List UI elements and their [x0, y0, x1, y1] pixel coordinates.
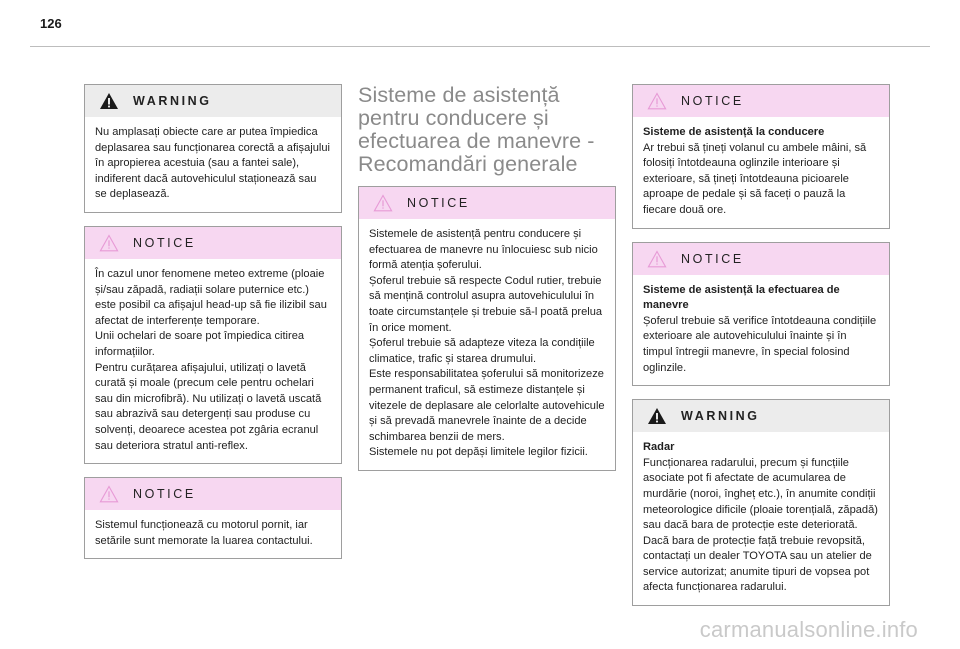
box-paragraph: Nu amplasați obiecte care ar putea împiedica deplasarea sau funcționarea corectă a afișajului în apropierea acestuia (sau a fantei sale), indiferent dacă autovehiculul staționează sau se deplasează.: [95, 126, 330, 201]
warning-box-radar: [632, 399, 890, 606]
box-paragraph: Pentru curățarea afișajului, utilizați o lavetă curată și moale (precum cele pentru ochelari sau din microfibră). Nu utilizați o lavetă uscată sau abrazivă sau detergenți sau produse cu solvenți, deoarece acestea pot zgâria ecranul sau deteriora stratul anti-reflex.: [95, 361, 322, 452]
notice-triangle-icon: [99, 234, 119, 252]
box-paragraph: Ar trebui să țineți volanul cu ambele mâini, să folosiți întotdeauna oglinzile interioare și exterioare, să țineți întotdeauna picioarele aproape de pedale și să faceți o pauză la fiecare două ore.: [643, 141, 867, 216]
box-title: NOTICE: [681, 94, 744, 108]
box-paragraph: Sistemele nu pot depăși limitele legilor fizicii.: [369, 446, 588, 459]
box-paragraph: Este responsabilitatea șoferului să monitorizeze permanent traficul, să estimeze distanțele și vitezele de deplasare ale celorlalte autovehicule și să prevadă manevrele înainte de a decide schimbarea benzii de mers.: [369, 368, 605, 443]
notice-triangle-icon: [647, 92, 667, 110]
box-header: [85, 227, 341, 259]
box-subtitle: Sisteme de asistență la conducere: [643, 126, 825, 138]
box-header: [633, 85, 889, 117]
section-title: Sisteme de asistență pentru conducere și efectuarea de manevre - Recomandări generale: [358, 83, 595, 176]
notice-triangle-icon: [647, 250, 667, 268]
page-number: 126: [40, 16, 62, 31]
box-title: NOTICE: [407, 196, 470, 210]
box-paragraph: Funcționarea radarului, precum și funcțiile asociate pot fi afectate de acumularea de murdărie (noroi, îngheț etc.), în anumite condiții meteorologice dificile (ploaie torențială, zăpadă) sau dacă bara de protecție este deteriorată.: [643, 456, 878, 532]
box-paragraph: Sistemul funcționează cu motorul pornit, iar setările sunt memorate la luarea contactului.: [95, 519, 313, 547]
box-header: [359, 187, 615, 219]
notice-triangle-icon: [99, 485, 119, 503]
column-left: [84, 84, 342, 572]
column-middle: [358, 84, 616, 484]
box-paragraph: Unii ochelari de soare pot împiedica citirea informațiilor.: [95, 330, 305, 358]
box-body: [359, 219, 615, 470]
notice-box-assist-general: [358, 186, 616, 471]
box-header: [85, 478, 341, 510]
box-paragraph: Sistemele de asistență pentru conducere și efectuarea de manevre nu înlocuiesc sub nicio formă atenția șoferului.: [369, 228, 598, 272]
box-paragraph: Șoferul trebuie să adapteze viteza la condițiile climatice, trafic și starea drumului.: [369, 337, 595, 365]
box-header: [633, 400, 889, 432]
box-paragraph: În cazul unor fenomene meteo extreme (ploaie și/sau zăpadă, radiații solare puternice etc.) este posibil ca afișajul head-up să fie ilizibil sau afectat de interferențe temporare.: [95, 267, 327, 327]
box-subtitle: Radar: [643, 441, 675, 454]
box-title: WARNING: [681, 409, 760, 424]
box-body: [85, 259, 341, 463]
notice-box-driving-assist: [632, 84, 890, 229]
box-body: [85, 117, 341, 212]
box-body: [633, 117, 889, 228]
notice-box-manoeuvre-assist: [632, 242, 890, 387]
box-header: [85, 85, 341, 117]
header-divider: [30, 46, 930, 47]
notice-box-engine: [84, 477, 342, 559]
box-subtitle: Sisteme de asistență la efectuarea de manevre: [643, 283, 840, 312]
warning-triangle-icon: [99, 92, 119, 110]
box-title: NOTICE: [133, 487, 196, 502]
notice-box-weather: [84, 226, 342, 464]
box-paragraph: Șoferul trebuie să respecte Codul rutier, trebuie să mențină controlul asupra autovehiculului în toate circumstanțele și trebuie să-l poată prelua în orice moment.: [369, 274, 603, 334]
warning-triangle-icon: [647, 407, 667, 425]
box-title: NOTICE: [681, 251, 744, 266]
notice-triangle-icon: [373, 194, 393, 212]
box-header: [633, 243, 889, 275]
warning-box-display: [84, 84, 342, 213]
box-title: NOTICE: [133, 235, 196, 250]
box-paragraph: Șoferul trebuie să verifice întotdeauna condițiile exterioare ale autovehiculului înainte și în timpul întregii manevre, în special folosind oglinzile.: [643, 314, 877, 374]
watermark: carmanualsonline.info: [699, 617, 918, 642]
box-title: WARNING: [133, 94, 212, 108]
box-body: [633, 432, 889, 605]
column-right: [632, 84, 890, 619]
box-paragraph: Dacă bara de protecție față trebuie revopsită, contactați un dealer TOYOTA sau un atelier de service autorizat; anumite tipuri de vopsea pot afecta funcționarea radarului.: [643, 534, 872, 594]
box-body: [85, 510, 341, 558]
box-body: [633, 275, 889, 386]
